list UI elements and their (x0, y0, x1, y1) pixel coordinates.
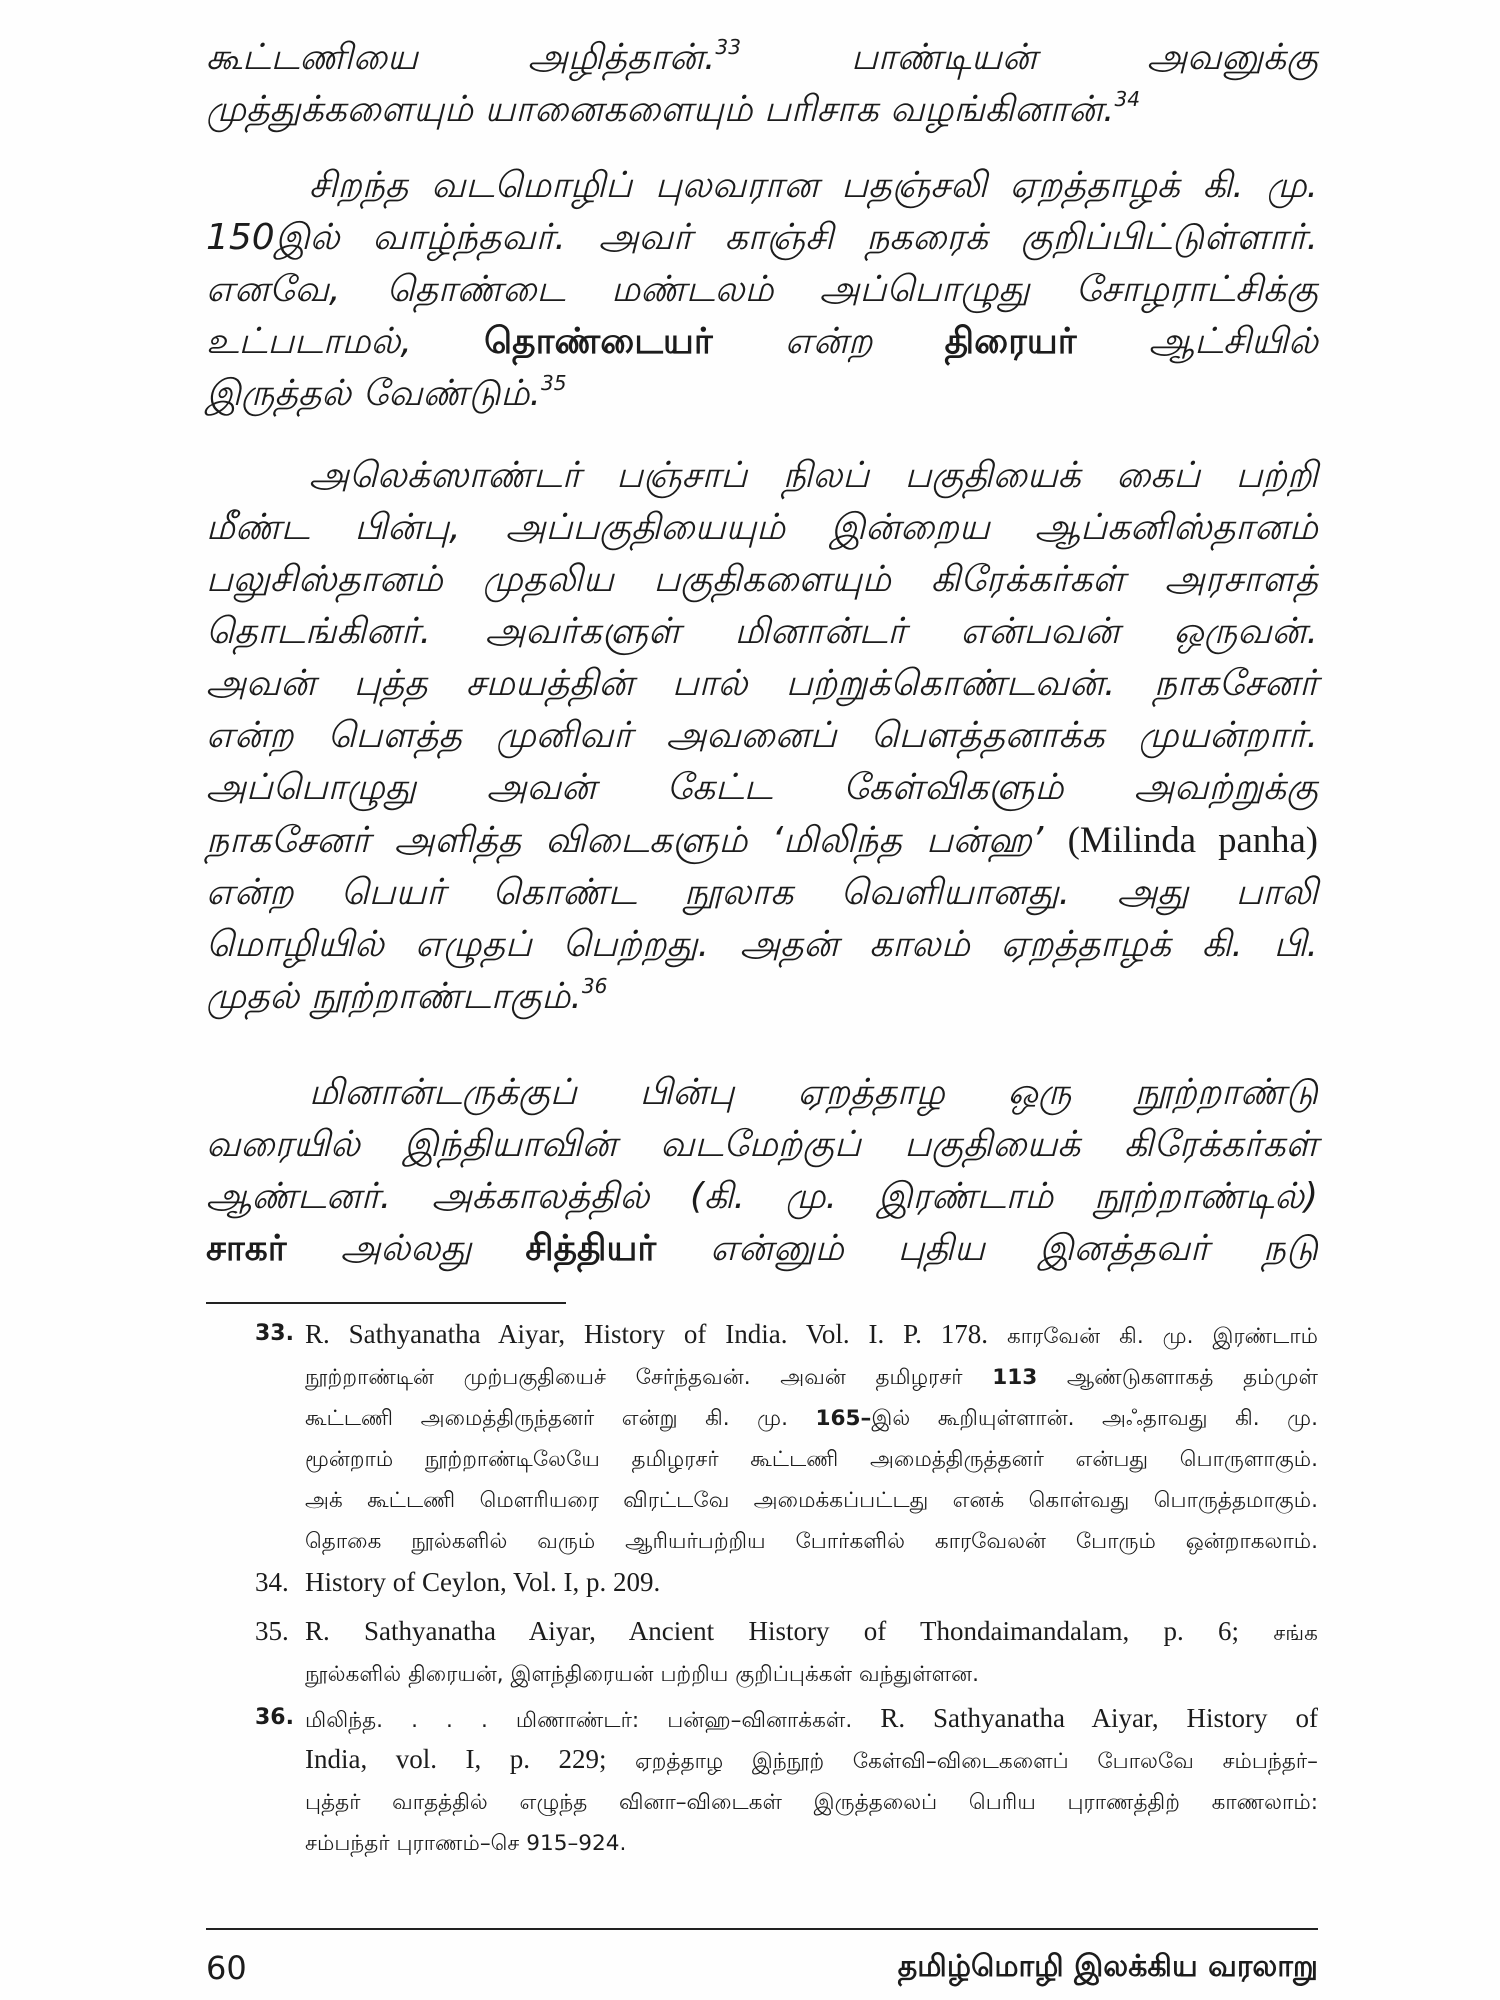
text-line: மீண்ட பின்பு, அப்பகுதியையும் இன்றைய ஆப்கனிஸ்தானம் (206, 507, 1318, 548)
line-text: உட்படாமல், (206, 321, 485, 362)
footer-rule (206, 1928, 1318, 1930)
bold-term: தொண்டையர் (484, 321, 713, 362)
footnote-line (305, 1356, 1318, 1397)
text-line: அவன் புத்த சமயத்தின் பால் பற்றுக்கொண்டவன். நாகசேனர் (206, 663, 1318, 704)
footnote-tamil: கூட்டணி அமைத்திருந்தனர் என்று கி. மு. (305, 1406, 816, 1431)
footnote-34 (255, 1563, 1318, 1601)
footnote-line (305, 1520, 1318, 1561)
footnote-line: History of Ceylon, Vol. I, p. 209. (305, 1567, 661, 1597)
footnote-tamil: மிலிந்த. . . . மிணாண்டர்: பன்ஹ–வினாக்கள். (305, 1708, 881, 1733)
footnote-36 (255, 1699, 1318, 1863)
text-line: தொடங்கினர். அவர்களுள் மினான்டர் என்பவன் ஒருவன். (206, 611, 1318, 652)
footnote-line (305, 1781, 1318, 1822)
footnote-tamil: ஆண்டுகளாகத் தம்முள் (1037, 1365, 1318, 1390)
footnote-line (305, 1699, 1318, 1740)
footnote-line (305, 1438, 1318, 1479)
text-line: என்ற பெயர் கொண்ட நூலாக வெளியானது. அது பாலி (206, 872, 1318, 913)
footnote-ref-35: 35 (540, 370, 567, 395)
paragraph-patanjali (206, 160, 1318, 420)
footnote-tamil: தொகை நூல்களில் வரும் ஆரியர்பற்றிய போர்களில் காரவேலன் போரும் ஒன்றாகலாம். (305, 1529, 1318, 1554)
footnote-separator (206, 1302, 566, 1304)
line-text: நாகசேனர் அளித்த விடைகளும் ‘மிலிந்த பன்ஹ’ (206, 820, 1068, 861)
footnote-bold-number: 165– (815, 1406, 872, 1431)
latin-title: (Milinda panha) (1067, 819, 1318, 860)
footnote-line (305, 1612, 1318, 1653)
footnote-35 (255, 1612, 1318, 1694)
footnote-number: 36. (255, 1705, 294, 1730)
footnote-tamil: நூல்களில் திரையன், இளந்திரையன் பற்றிய குறிப்புக்கள் வந்துள்ளன. (305, 1662, 979, 1687)
footnote-number: 34. (255, 1567, 289, 1597)
line-text: அல்லது (286, 1228, 526, 1269)
footnote-line (305, 1397, 1318, 1438)
footnote-tamil: ஏறத்தாழ இந்நூற் கேள்வி–விடைகளைப் போலவே சம்பந்தர்– (635, 1749, 1318, 1774)
footnote-line (305, 1315, 1318, 1356)
bold-term: திரையர் (944, 321, 1077, 362)
text-line (206, 316, 1318, 368)
footnote-line (305, 1822, 1318, 1863)
text-line (206, 84, 1318, 136)
page-footer (206, 1945, 1318, 1991)
text-line: பலுசிஸ்தானம் முதலிய பகுதிகளையும் கிரேக்கர்கள் அரசாளத் (206, 559, 1318, 600)
line-text: கூட்டணியை அழித்தான். (206, 37, 716, 78)
bold-term: சாகர் (206, 1228, 287, 1269)
footnote-bold-number: 113 (992, 1365, 1038, 1390)
paragraph-alexander (206, 450, 1318, 1023)
footnote-tamil: சங்க (1273, 1621, 1318, 1646)
paragraph-minander-after (206, 1067, 1318, 1275)
footnote-english: R. Sathyanatha Aiyar, Ancient History of Thondaimandalam, p. 6; (305, 1616, 1274, 1646)
text-line: மொழியில் எழுதப் பெற்றது. அதன் காலம் ஏறத்தாழக் கி. பி. (206, 924, 1318, 965)
footnote-tamil: நூற்றாண்டின் முற்பகுதியைச் சேர்ந்தவன். அவன் தமிழரசர் (305, 1365, 993, 1390)
footnote-33 (255, 1315, 1318, 1561)
footnote-line (305, 1653, 1318, 1694)
footnote-ref-33: 33 (715, 34, 742, 59)
footnote-english: R. Sathyanatha Aiyar, History of India. Vol. I. P. 178. (305, 1319, 1007, 1349)
text-line: வரையில் இந்தியாவின் வடமேற்குப் பகுதியைக் கிரேக்கர்கள் (206, 1124, 1318, 1165)
bold-term: சித்தியர் (525, 1228, 657, 1269)
text-line: மினான்டருக்குப் பின்பு ஏறத்தாழ ஒரு நூற்றாண்டு (309, 1072, 1318, 1113)
line-text: பாண்டியன் அவனுக்கு (741, 37, 1318, 78)
text-line: எனவே, தொண்டை மண்டலம் அப்பொழுது சோழராட்சிக்கு (206, 269, 1318, 310)
line-text: இருத்தல் வேண்டும். (206, 373, 541, 414)
paragraph-continued (206, 32, 1318, 136)
text-line: 150இல் வாழ்ந்தவர். அவர் காஞ்சி நகரைக் குறிப்பிட்டுள்ளார். (206, 217, 1318, 258)
footnote-tamil: சம்பந்தர் புராணம்–செ 915–924. (305, 1831, 627, 1856)
text-line: என்ற பௌத்த முனிவர் அவனைப் பௌத்தனாக்க முயன்றார். (206, 715, 1318, 756)
text-line: ஆண்டனர். அக்காலத்தில் (கி. மு. இரண்டாம் நூற்றாண்டில்) (206, 1176, 1318, 1217)
line-text: முத்துக்களையும் யானைகளையும் பரிசாக வழங்கினான். (206, 89, 1115, 130)
line-text: என்ற (712, 321, 945, 362)
footnote-tamil: புத்தர் வாதத்தில் எழுந்த வினா–விடைகள் இருத்தலைப் பெரிய புராணத்திற் காணலாம்: (305, 1790, 1318, 1815)
text-line: அப்பொழுது அவன் கேட்ட கேள்விகளும் அவற்றுக்கு (206, 767, 1318, 808)
footnote-line (305, 1740, 1318, 1781)
line-text: முதல் நூற்றாண்டாகும். (206, 976, 582, 1017)
footnote-ref-36: 36 (581, 973, 608, 998)
footnote-english: India, vol. I, p. 229; (305, 1744, 635, 1774)
text-line (206, 368, 1318, 420)
footnote-line (305, 1479, 1318, 1520)
running-title: தமிழ்மொழி இலக்கிய வரலாறு (897, 1948, 1318, 1984)
text-line: சிறந்த வடமொழிப் புலவரான பதஞ்சலி ஏறத்தாழக் கி. மு. (309, 165, 1318, 206)
text-line (206, 32, 1318, 84)
line-text: என்னும் புதிய இனத்தவர் நடு (656, 1228, 1318, 1269)
text-line: அலெக்ஸாண்டர் பஞ்சாப் நிலப் பகுதியைக் கைப் பற்றி (309, 455, 1318, 496)
footnote-tamil: இல் கூறியுள்ளான். அஃதாவது கி. மு. (871, 1406, 1318, 1431)
text-line (206, 814, 1318, 867)
footnote-tamil: அக் கூட்டணி மௌரியரை விரட்டவே அமைக்கப்பட்டது எனக் கொள்வது பொருத்தமாகும். (305, 1488, 1318, 1513)
footnote-number: 35. (255, 1616, 289, 1646)
text-line (206, 971, 1318, 1023)
footnote-english: R. Sathyanatha Aiyar, History of (880, 1703, 1318, 1733)
page-number: 60 (206, 1949, 247, 1987)
line-text: ஆட்சியில் (1076, 321, 1318, 362)
footnote-tamil: காரவேன் கி. மு. இரண்டாம் (1006, 1324, 1319, 1349)
text-line (206, 1223, 1318, 1275)
footnote-ref-34: 34 (1114, 86, 1141, 111)
footnote-tamil: மூன்றாம் நூற்றாண்டிலேயே தமிழரசர் கூட்டணி அமைத்திருத்தனர் என்பது பொருளாகும். (305, 1447, 1318, 1472)
footnote-number: 33. (255, 1321, 294, 1346)
